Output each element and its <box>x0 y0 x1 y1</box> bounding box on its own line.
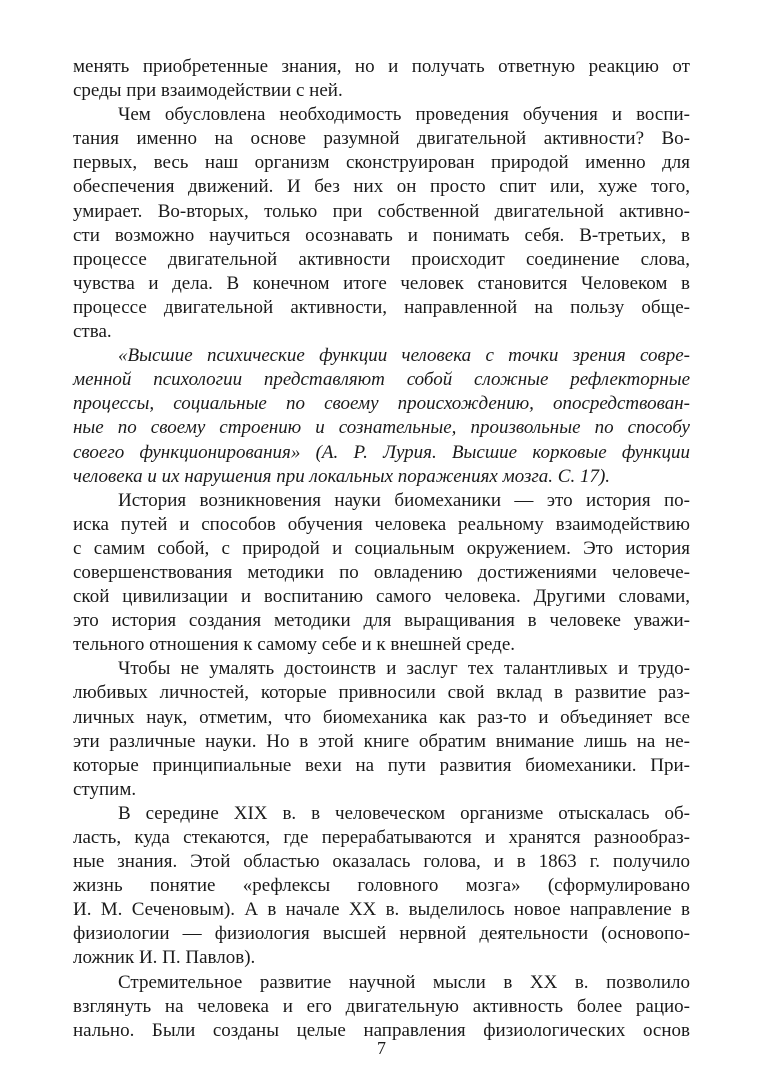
text-line: обеспечения движений. И без них он просто спит или, хуже того, <box>73 176 690 198</box>
text-line: Чем обусловлена необходимость проведения обучения и воспи- <box>118 104 690 126</box>
text-line: своего функционирования» (А. Р. Лурия. Высшие корковые функции <box>73 441 690 463</box>
text-line: История возникновения науки биомеханики — это история по- <box>118 489 690 511</box>
text-line: ласть, куда стекаются, где перерабатываются и хранятся разнообраз- <box>73 827 690 848</box>
text-line: физиологии — физиология высшей нервной деятельности (основопо- <box>73 923 690 945</box>
text-line: менять приобретенные знания, но и получать ответную реакцию от <box>73 56 690 77</box>
text-line: тания именно на основе разумной двигательной активности? Во- <box>73 128 690 150</box>
page-body <box>73 55 690 1043</box>
text-line: сти возможно научиться осознавать и понимать себя. В-третьих, в <box>73 224 690 246</box>
text-line: Стремительное развитие научной мысли в XX в. позволило <box>118 971 690 993</box>
text-line: среды при взаимодействии с ней. <box>73 80 343 102</box>
text-line: ложник И. П. Павлов). <box>73 947 256 969</box>
text-line: процессы, социальные по своему происхождению, опосредствован- <box>73 393 690 415</box>
text-line: эти различные науки. Но в этой книге обратим внимание лишь на не- <box>73 730 690 752</box>
text-line: тельного отношения к самому себе и к внешней среде. <box>73 634 516 656</box>
text-line: «Высшие психические функции человека с точки зрения совре- <box>118 345 690 367</box>
paragraph-4 <box>73 489 690 658</box>
text-line: умирает. Во-вторых, только при собственной двигательной активно- <box>73 200 690 222</box>
text-line: человека и их нарушения при локальных поражениях мозга. С. 17). <box>73 465 611 487</box>
text-line: ской цивилизации и воспитанию самого человека. Другими словами, <box>73 586 690 608</box>
text-line: Чтобы не умалять достоинств и заслуг тех талантливых и трудо- <box>118 658 690 680</box>
text-line: ступим. <box>73 778 137 800</box>
text-line: процессе двигательной активности происходит соединение слова, <box>73 248 690 270</box>
text-line: совершенствования методики по овладению достижениями человече- <box>73 561 690 583</box>
text-line: личных наук, отметим, что биомеханика как раз-то и объединяет все <box>73 706 690 728</box>
text-line: любивых личностей, которые привносили свой вклад в развитие раз- <box>73 682 690 704</box>
text-line: с самим собой, с природой и социальным окружением. Это история <box>73 537 690 559</box>
paragraph-1 <box>73 55 690 103</box>
paragraph-6 <box>73 802 690 971</box>
page-number: 7 <box>377 1038 386 1058</box>
text-line: нально. Были созданы целые направления физиологических основ <box>73 1019 690 1041</box>
text-line: жизнь понятие «рефлексы головного мозга» (сформулировано <box>73 875 690 897</box>
quote-paragraph <box>73 344 690 489</box>
text-line: первых, весь наш организм сконструирован природой именно для <box>73 152 690 174</box>
text-line: иска путей и способов обучения человека реальному взаимодействию <box>73 513 690 535</box>
text-line: это история создания методики для выращивания в человеке уважи- <box>73 610 690 632</box>
text-line: ные по своему строению и сознательные, произвольные по способу <box>73 417 690 439</box>
text-line: менной психологии представляют собой сложные рефлекторные <box>73 369 690 391</box>
paragraph-2 <box>73 103 690 344</box>
text-line: процессе двигательной активности, направленной на пользу обще- <box>73 296 690 318</box>
text-line: чувства и дела. В конечном итоге человек становится Человеком в <box>73 272 690 294</box>
text-line: взглянуть на человека и его двигательную активность более рацио- <box>73 995 690 1017</box>
text-line: которые принципиальные вехи на пути развития биомеханики. При- <box>73 754 690 776</box>
paragraph-7 <box>73 971 690 1043</box>
text-line: ства. <box>73 321 112 343</box>
paragraph-5 <box>73 657 690 802</box>
text-line: В середине XIX в. в человеческом организме отыскалась об- <box>118 802 690 824</box>
text-line: И. М. Сеченовым). А в начале XX в. выделилось новое направление в <box>73 899 690 921</box>
text-line: ные знания. Этой областью оказалась голова, и в 1863 г. получило <box>73 851 690 873</box>
